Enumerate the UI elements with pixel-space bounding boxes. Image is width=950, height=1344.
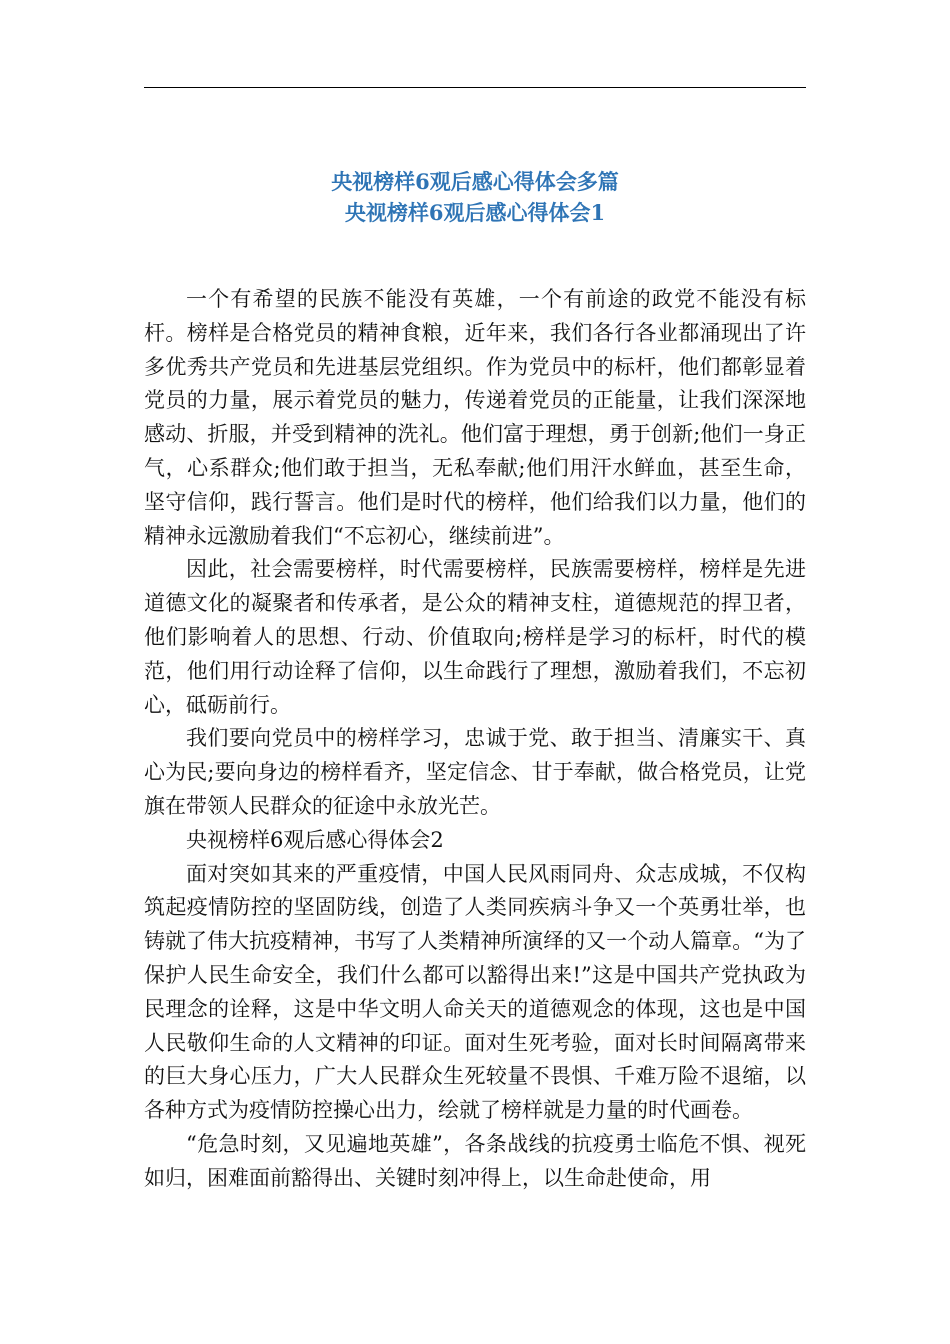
title-block: [144, 166, 806, 228]
paragraph-5: “危急时刻，又见遍地英雄”，各条战线的抗疫勇士临危不惧、视死如归，困难面前豁得出、关键时刻冲得上，以生命赴使命，用: [144, 1131, 806, 1190]
document-subtitle: 央视榜样6观后感心得体会1: [344, 200, 606, 225]
section-heading-2: 央视榜样6观后感心得体会2: [186, 827, 444, 852]
paragraph-3: 我们要向党员中的榜样学习，忠诚于党、敢于担当、清廉实干、真心为民;要向身边的榜样看齐，坚定信念、甘于奉献，做合格党员，让党旗在带领人民群众的征途中永放光芒。: [144, 726, 806, 818]
paragraph-1: 一个有希望的民族不能没有英雄，一个有前途的政党不能没有标杆。榜样是合格党员的精神食粮，近年来，我们各行各业都涌现出了许多优秀共产党员和先进基层党组织。作为党员中的标杆，他们都彰显着党员的力量，展示着党员的魅力，传递着党员的正能量，让我们深深地感动、折服，并受到精神的洗礼。他们富于理想，勇于创新;他们一身正气，心系群众;他们敢于担当，无私奉献;他们用汗水鲜血，甚至生命，坚守信仰，践行誓言。他们是时代的榜样，他们给我们以力量，他们的精神永远激励着我们“不忘初心，继续前进”。: [144, 287, 806, 548]
document-title: 央视榜样6观后感心得体会多篇: [331, 169, 619, 194]
body-text: [144, 283, 806, 1196]
header-divider: [144, 87, 806, 88]
paragraph-2: 因此，社会需要榜样，时代需要榜样，民族需要榜样，榜样是先进道德文化的凝聚者和传承者，是公众的精神支柱，道德规范的捍卫者，他们影响着人的思想、行动、价值取向;榜样是学习的标杆，时代的模范，他们用行动诠释了信仰，以生命践行了理想，激励着我们，不忘初心，砥砺前行。: [144, 557, 806, 717]
paragraph-4: 面对突如其来的严重疫情，中国人民风雨同舟、众志成城，不仅构筑起疫情防控的坚固防线，创造了人类同疾病斗争又一个英勇壮举，也铸就了伟大抗疫精神，书写了人类精神所演绎的又一个动人篇章。“为了保护人民生命安全，我们什么都可以豁得出来!”这是中国共产党执政为民理念的诠释，这是中华文明人命关天的道德观念的体现，这也是中国人民敬仰生命的人文精神的印证。面对生死考验，面对长时间隔离带来的巨大身心压力，广大人民群众生死较量不畏惧、千难万险不退缩，以各种方式为疫情防控操心出力，绘就了榜样就是力量的时代画卷。: [144, 861, 806, 1123]
